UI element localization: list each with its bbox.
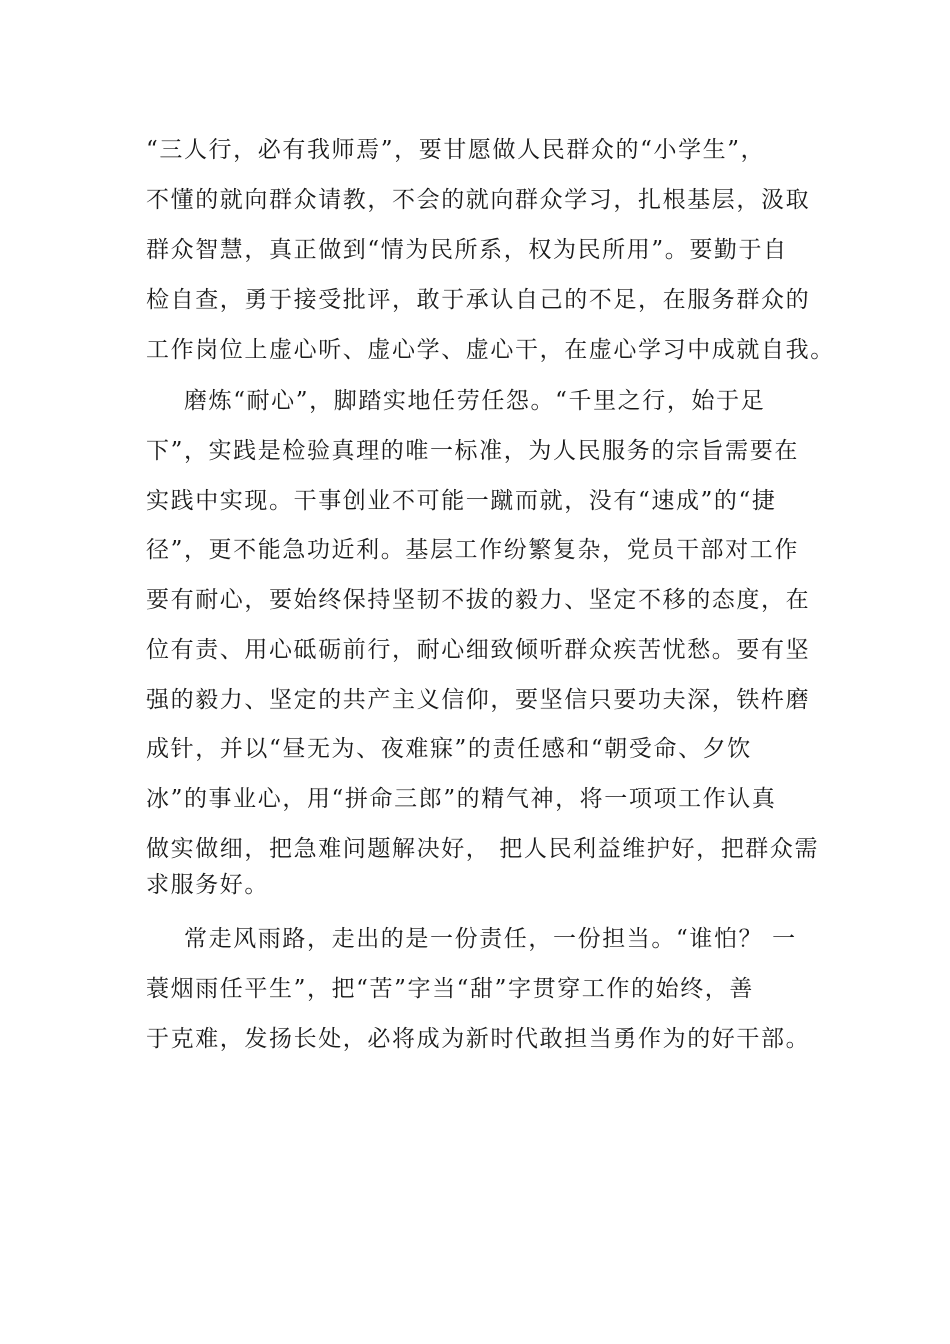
paragraph-1-line: 群众智慧，真正做到“情为民所系，权为民所用”。要勤于自	[146, 237, 788, 263]
paragraph-2-line: 径”，更不能急功近利。基层工作纷繁复杂，党员干部对工作	[146, 537, 799, 563]
paragraph-2-line: 成针，并以“昼无为、夜难寐”的责任感和“朝受命、夕饮	[146, 736, 752, 762]
paragraph-2-line: 磨炼“耐心”，脚踏实地任劳任怨。“千里之行，始于足	[184, 388, 766, 414]
paragraph-1-line: “三人行，必有我师焉”，要甘愿做人民群众的“小学生”，	[146, 137, 766, 163]
paragraph-2-line: 做实做细，把急难问题解决好， 把人民利益维护好，把群众需	[146, 836, 820, 862]
paragraph-2-line: 强的毅力、坚定的共产主义信仰，要坚信只要功夫深，铁杵磨	[146, 687, 811, 713]
paragraph-1-line: 工作岗位上虚心听、虚心学、虚心干，在虚心学习中成就自我。	[146, 337, 835, 363]
paragraph-2-line: 求服务好。	[146, 872, 269, 898]
paragraph-2-line: 位有责、用心砥砺前行，耐心细致倾听群众疾苦忧愁。要有坚	[146, 637, 811, 663]
paragraph-2-line: 要有耐心，要始终保持坚韧不拔的毅力、坚定不移的态度，在	[146, 587, 811, 613]
paragraph-3-line: 常走风雨路，走出的是一份责任，一份担当。“谁怕？ 一	[184, 926, 797, 952]
paragraph-3-line: 于克难，发扬长处，必将成为新时代敢担当勇作为的好干部。	[146, 1026, 811, 1052]
paragraph-2-line: 实践中实现。干事创业不可能一蹴而就，没有“速成”的“捷	[146, 488, 777, 514]
paragraph-2-line: 冰”的事业心，用“拼命三郎”的精气神，将一项项工作认真	[146, 786, 777, 812]
paragraph-1-line: 不懂的就向群众请教，不会的就向群众学习，扎根基层，汲取	[146, 187, 811, 213]
paragraph-3-line: 蓑烟雨任平生”，把“苦”字当“甜”字贯穿工作的始终，善	[146, 976, 754, 1002]
paragraph-2-line: 下”，实践是检验真理的唯一标准，为人民服务的宗旨需要在	[146, 438, 799, 464]
paragraph-1-line: 检自查，勇于接受批评，敢于承认自己的不足，在服务群众的	[146, 287, 811, 313]
